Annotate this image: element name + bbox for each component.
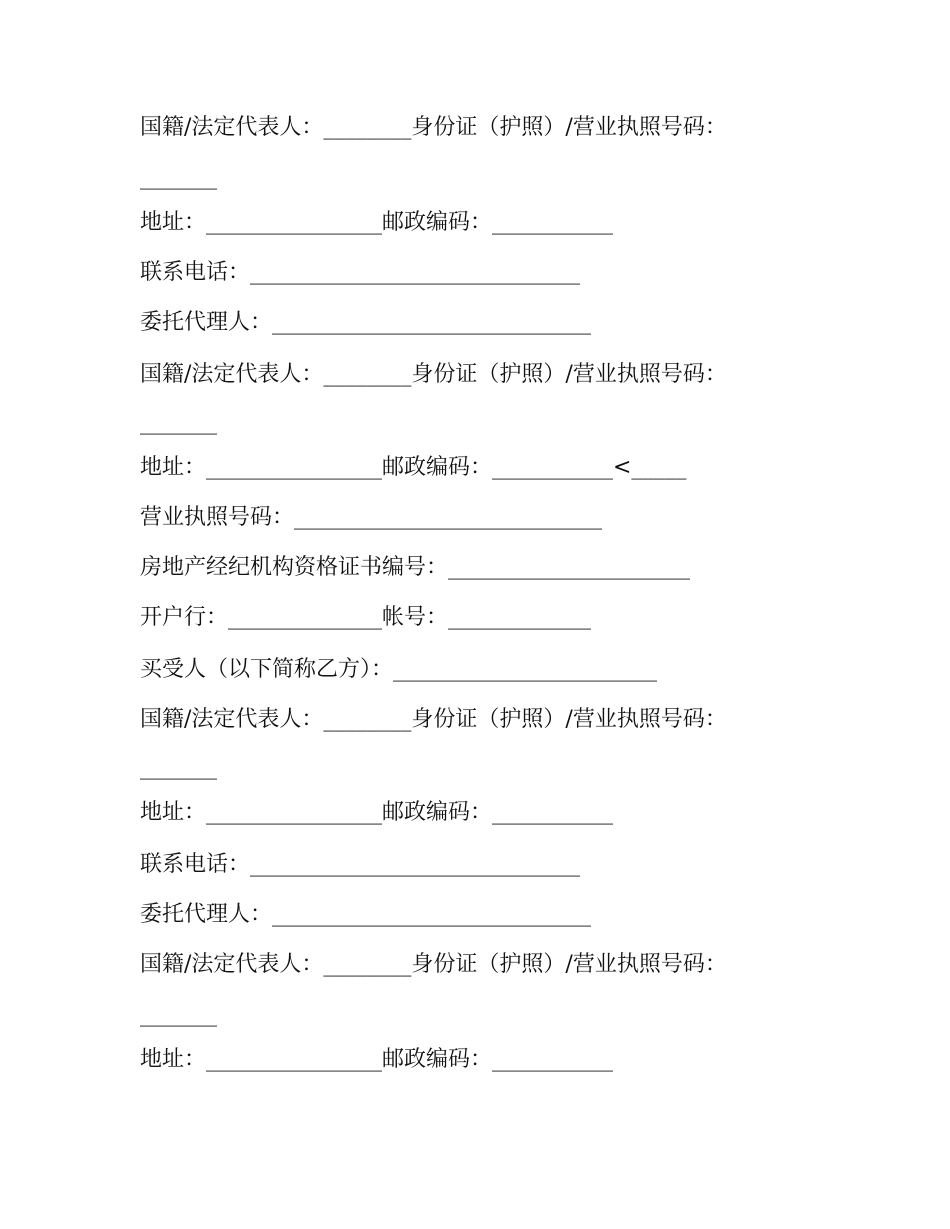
buyer-agent-address-line: 地址：________________邮政编码：___________ (140, 1047, 614, 1072)
buyer-id-number-line: _______ (140, 755, 217, 780)
seller-agent-id-number-line: _______ (140, 410, 217, 435)
seller-phone-line: 联系电话：______________________________ (140, 260, 581, 285)
brokerage-certificate-line: 房地产经纪机构资格证书编号：______________________ (140, 555, 691, 580)
seller-agent-line: 委托代理人：_____________________________ (140, 310, 592, 335)
bank-account-line: 开户行：______________帐号：_____________ (140, 605, 592, 630)
buyer-heading-line: 买受人（以下简称乙方）：________________________ (140, 657, 658, 682)
buyer-agent-id-number-line: _______ (140, 1002, 217, 1027)
seller-address-line: 地址：________________邮政编码：___________ (140, 210, 614, 235)
buyer-nationality-line: 国籍/法定代表人：________身份证（护照）/营业执照号码： (140, 707, 727, 732)
buyer-address-line: 地址：________________邮政编码：___________ (140, 800, 614, 825)
seller-agent-nationality-line: 国籍/法定代表人：________身份证（护照）/营业执照号码： (140, 362, 727, 387)
business-license-line: 营业执照号码：____________________________ (140, 505, 603, 530)
seller-id-number-line: _______ (140, 165, 217, 190)
buyer-phone-line: 联系电话：______________________________ (140, 852, 581, 877)
buyer-agent-line: 委托代理人：_____________________________ (140, 902, 592, 927)
seller-agent-address-line: 地址：________________邮政编码：___________<_____ (140, 455, 687, 480)
buyer-agent-nationality-line: 国籍/法定代表人：________身份证（护照）/营业执照号码： (140, 952, 727, 977)
seller-nationality-line: 国籍/法定代表人：________身份证（护照）/营业执照号码： (140, 115, 727, 140)
